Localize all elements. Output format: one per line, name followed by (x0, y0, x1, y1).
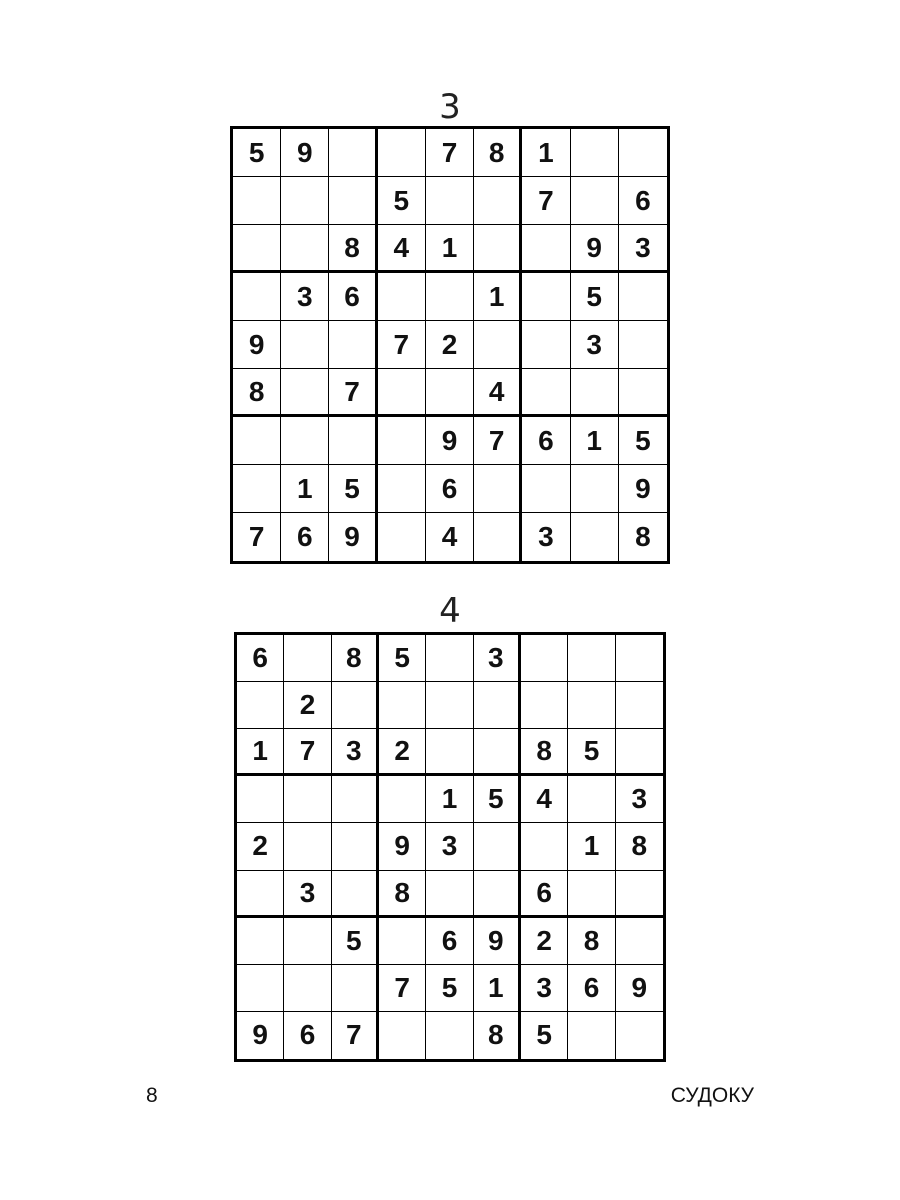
sudoku-cell (233, 273, 281, 321)
sudoku-cell: 9 (281, 129, 329, 177)
sudoku-cell (571, 513, 619, 561)
sudoku-cell (329, 417, 377, 465)
sudoku-cell (332, 682, 379, 729)
sudoku-cell: 1 (474, 273, 522, 321)
sudoku-cell (571, 465, 619, 513)
sudoku-grid-3 (230, 126, 670, 564)
sudoku-cell: 8 (568, 918, 615, 965)
sudoku-cell (233, 417, 281, 465)
sudoku-cell: 5 (474, 776, 521, 823)
sudoku-cell (474, 823, 521, 870)
sudoku-cell (474, 729, 521, 776)
sudoku-cell: 7 (233, 513, 281, 561)
sudoku-cell: 2 (379, 729, 426, 776)
sudoku-cell: 9 (426, 417, 474, 465)
sudoku-cell: 1 (237, 729, 284, 776)
sudoku-cell: 3 (284, 871, 331, 918)
sudoku-cell: 7 (426, 129, 474, 177)
sudoku-cell (378, 129, 426, 177)
sudoku-cell: 1 (568, 823, 615, 870)
sudoku-cell: 9 (379, 823, 426, 870)
sudoku-cell (281, 321, 329, 369)
sudoku-cell (426, 871, 473, 918)
sudoku-cell (616, 918, 663, 965)
sudoku-cell (474, 321, 522, 369)
sudoku-cell (474, 465, 522, 513)
sudoku-cell (522, 273, 570, 321)
sudoku-cell: 6 (284, 1012, 331, 1059)
sudoku-cell (521, 635, 568, 682)
sudoku-cell (474, 225, 522, 273)
sudoku-cell (281, 225, 329, 273)
sudoku-cell: 1 (281, 465, 329, 513)
sudoku-cell: 3 (426, 823, 473, 870)
sudoku-cell (616, 682, 663, 729)
sudoku-cell: 8 (332, 635, 379, 682)
sudoku-cell (571, 177, 619, 225)
sudoku-cell (281, 417, 329, 465)
sudoku-cell (284, 823, 331, 870)
sudoku-cell: 3 (619, 225, 667, 273)
sudoku-cell: 5 (332, 918, 379, 965)
sudoku-cell (522, 465, 570, 513)
sudoku-cell (571, 129, 619, 177)
sudoku-cell: 7 (284, 729, 331, 776)
sudoku-cell: 4 (474, 369, 522, 417)
sudoku-cell (237, 682, 284, 729)
sudoku-cell: 9 (474, 918, 521, 965)
sudoku-cell: 7 (329, 369, 377, 417)
sudoku-cell (426, 369, 474, 417)
sudoku-cell: 6 (522, 417, 570, 465)
sudoku-cell: 4 (378, 225, 426, 273)
sudoku-cell (426, 1012, 473, 1059)
sudoku-cell: 3 (522, 513, 570, 561)
sudoku-cell (378, 417, 426, 465)
sudoku-cell (474, 682, 521, 729)
sudoku-cell (426, 273, 474, 321)
sudoku-cell (281, 369, 329, 417)
sudoku-cell (378, 369, 426, 417)
sudoku-cell (332, 965, 379, 1012)
sudoku-cell: 9 (233, 321, 281, 369)
sudoku-cell (474, 871, 521, 918)
sudoku-cell: 7 (379, 965, 426, 1012)
sudoku-cell (284, 965, 331, 1012)
sudoku-cell (619, 273, 667, 321)
sudoku-cell: 2 (426, 321, 474, 369)
sudoku-cell (522, 321, 570, 369)
sudoku-cell: 6 (426, 465, 474, 513)
sudoku-cell (619, 369, 667, 417)
sudoku-cell: 9 (237, 1012, 284, 1059)
sudoku-cell (281, 177, 329, 225)
section-title: СУДОКУ (670, 1084, 754, 1107)
sudoku-cell: 8 (474, 129, 522, 177)
sudoku-cell (568, 635, 615, 682)
sudoku-cell: 6 (426, 918, 473, 965)
sudoku-cell (237, 776, 284, 823)
sudoku-cell: 8 (616, 823, 663, 870)
sudoku-cell (619, 129, 667, 177)
page-number: 8 (146, 1084, 158, 1107)
sudoku-cell (237, 871, 284, 918)
sudoku-cell (616, 635, 663, 682)
sudoku-cell (616, 729, 663, 776)
sudoku-cell (474, 177, 522, 225)
sudoku-cell: 7 (378, 321, 426, 369)
sudoku-cell (233, 465, 281, 513)
sudoku-cell (237, 965, 284, 1012)
sudoku-cell (284, 918, 331, 965)
sudoku-cell: 9 (329, 513, 377, 561)
sudoku-cell (332, 776, 379, 823)
sudoku-cell (379, 776, 426, 823)
sudoku-cell (568, 682, 615, 729)
sudoku-cell (426, 729, 473, 776)
sudoku-cell (426, 682, 473, 729)
sudoku-cell (616, 871, 663, 918)
sudoku-cell: 5 (233, 129, 281, 177)
sudoku-cell (233, 225, 281, 273)
sudoku-cell: 3 (616, 776, 663, 823)
sudoku-cell: 5 (568, 729, 615, 776)
sudoku-cell: 8 (379, 871, 426, 918)
sudoku-cell: 7 (522, 177, 570, 225)
sudoku-cell: 8 (521, 729, 568, 776)
sudoku-cell: 1 (426, 225, 474, 273)
sudoku-cell (619, 321, 667, 369)
sudoku-cell (568, 871, 615, 918)
sudoku-cell (233, 177, 281, 225)
sudoku-cell: 1 (474, 965, 521, 1012)
sudoku-cell (379, 682, 426, 729)
sudoku-cell: 6 (237, 635, 284, 682)
sudoku-cell: 3 (474, 635, 521, 682)
sudoku-cell: 6 (521, 871, 568, 918)
sudoku-cell: 2 (284, 682, 331, 729)
sudoku-grid-4 (234, 632, 666, 1062)
sudoku-cell: 8 (474, 1012, 521, 1059)
sudoku-cell (426, 177, 474, 225)
sudoku-cell (426, 635, 473, 682)
sudoku-cell: 3 (332, 729, 379, 776)
sudoku-cell (378, 513, 426, 561)
sudoku-cell (329, 321, 377, 369)
sudoku-cell (284, 635, 331, 682)
puzzle-number-3: 3 (439, 87, 461, 127)
sudoku-cell: 6 (619, 177, 667, 225)
sudoku-cell (332, 823, 379, 870)
sudoku-cell: 5 (521, 1012, 568, 1059)
sudoku-cell: 9 (571, 225, 619, 273)
sudoku-cell: 3 (571, 321, 619, 369)
sudoku-cell: 5 (426, 965, 473, 1012)
sudoku-cell: 6 (281, 513, 329, 561)
sudoku-cell: 7 (474, 417, 522, 465)
sudoku-cell (568, 1012, 615, 1059)
sudoku-cell: 2 (521, 918, 568, 965)
sudoku-cell: 8 (233, 369, 281, 417)
sudoku-cell: 6 (329, 273, 377, 321)
sudoku-cell: 9 (619, 465, 667, 513)
sudoku-cell (284, 776, 331, 823)
sudoku-cell (522, 369, 570, 417)
sudoku-cell: 5 (619, 417, 667, 465)
sudoku-cell: 2 (237, 823, 284, 870)
sudoku-cell: 5 (571, 273, 619, 321)
sudoku-cell: 1 (571, 417, 619, 465)
sudoku-cell: 5 (329, 465, 377, 513)
sudoku-cell (378, 465, 426, 513)
sudoku-cell (616, 1012, 663, 1059)
sudoku-cell (521, 823, 568, 870)
sudoku-cell: 6 (568, 965, 615, 1012)
sudoku-cell: 9 (616, 965, 663, 1012)
sudoku-cell (379, 918, 426, 965)
sudoku-cell: 5 (379, 635, 426, 682)
sudoku-cell: 3 (521, 965, 568, 1012)
sudoku-cell (379, 1012, 426, 1059)
sudoku-cell (329, 129, 377, 177)
sudoku-cell (474, 513, 522, 561)
sudoku-cell: 5 (378, 177, 426, 225)
puzzle-number-4: 4 (439, 591, 461, 631)
sudoku-cell (378, 273, 426, 321)
sudoku-cell (522, 225, 570, 273)
sudoku-cell: 4 (521, 776, 568, 823)
sudoku-cell: 8 (329, 225, 377, 273)
sudoku-cell: 1 (426, 776, 473, 823)
sudoku-cell (237, 918, 284, 965)
sudoku-cell (571, 369, 619, 417)
sudoku-cell (332, 871, 379, 918)
sudoku-cell (521, 682, 568, 729)
sudoku-cell: 4 (426, 513, 474, 561)
sudoku-cell: 7 (332, 1012, 379, 1059)
sudoku-cell (568, 776, 615, 823)
sudoku-cell (329, 177, 377, 225)
sudoku-cell: 8 (635, 521, 651, 552)
sudoku-cell: 3 (281, 273, 329, 321)
sudoku-cell: 1 (522, 129, 570, 177)
